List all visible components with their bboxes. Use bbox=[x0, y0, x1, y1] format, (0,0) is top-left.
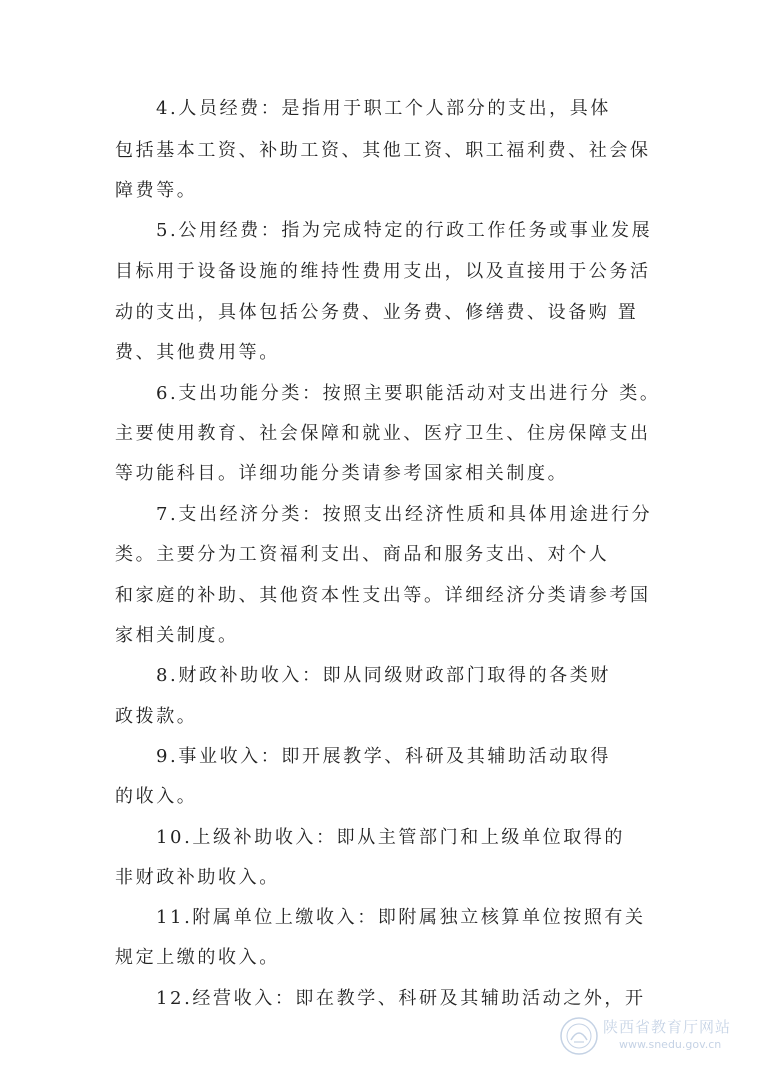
watermark-site-name: 陕西省教育厅网站 bbox=[603, 1018, 732, 1036]
text-line: 4.人员经费：是指用于职工个人部分的支出，具体 bbox=[156, 98, 611, 119]
text-line: 动的支出，具体包括公务费、业务费、修缮费、设备购 置 bbox=[115, 302, 639, 323]
text-line: 家相关制度。 bbox=[115, 625, 239, 646]
text-line: 非财政补助收入。 bbox=[115, 867, 280, 888]
text-line: 等功能科目。详细功能分类请参考国家相关制度。 bbox=[115, 463, 569, 484]
site-watermark bbox=[557, 1014, 747, 1058]
text-line: 政拨款。 bbox=[115, 706, 198, 727]
text-line: 8.财政补助收入：即从同级财政部门取得的各类财 bbox=[156, 665, 611, 686]
text-line: 目标用于设备设施的维持性费用支出，以及直接用于公务活 bbox=[115, 261, 651, 282]
text-line: 11.附属单位上缴收入：即附属独立核算单位按照有关 bbox=[156, 907, 646, 928]
text-line: 12.经营收入：即在教学、科研及其辅助活动之外，开 bbox=[156, 988, 646, 1009]
emblem-icon bbox=[557, 1014, 601, 1058]
text-line: 7.支出经济分类：按照支出经济性质和具体用途进行分 bbox=[156, 504, 653, 525]
text-line: 6.支出功能分类：按照主要职能活动对支出进行分 类。 bbox=[156, 383, 661, 404]
text-line: 包括基本工资、补助工资、其他工资、职工福利费、社会保 bbox=[115, 140, 651, 161]
text-line: 和家庭的补助、其他资本性支出等。详细经济分类请参考国 bbox=[115, 585, 651, 606]
watermark-site-url: www.snedu.gov.cn bbox=[619, 1038, 722, 1051]
text-line: 的收入。 bbox=[115, 786, 198, 807]
text-line: 规定上缴的收入。 bbox=[115, 947, 280, 968]
text-line: 费、其他费用等。 bbox=[115, 342, 280, 363]
text-line: 障费等。 bbox=[115, 180, 198, 201]
text-line: 5.公用经费：指为完成特定的行政工作任务或事业发展 bbox=[156, 220, 653, 241]
text-line: 类。主要分为工资福利支出、商品和服务支出、对个人 bbox=[115, 544, 610, 565]
text-line: 9.事业收入：即开展教学、科研及其辅助活动取得 bbox=[156, 746, 611, 767]
text-line: 10.上级补助收入：即从主管部门和上级单位取得的 bbox=[156, 827, 626, 848]
text-line: 主要使用教育、社会保障和就业、医疗卫生、住房保障支出 bbox=[115, 423, 651, 444]
